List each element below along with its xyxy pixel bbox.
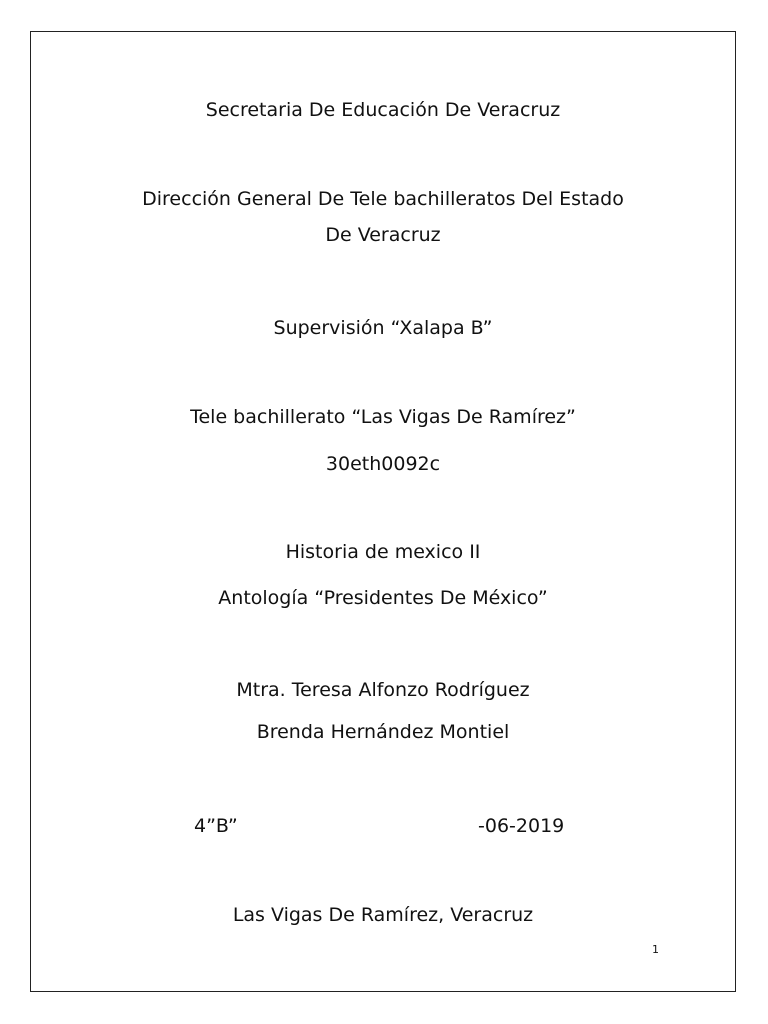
- teacher-name: Mtra. Teresa Alfonzo Rodríguez: [236, 679, 530, 701]
- direction-line-2: De Veracruz: [325, 224, 441, 246]
- supervision-text: Supervisión “Xalapa B”: [273, 317, 493, 339]
- anthology-title: Antología “Presidentes De México”: [218, 587, 548, 609]
- page-border: [30, 31, 736, 992]
- date-text: -06-2019: [478, 815, 565, 837]
- location-text: Las Vigas De Ramírez, Veracruz: [232, 904, 534, 926]
- school-code: 30eth0092c: [325, 453, 441, 475]
- page-number: 1: [652, 943, 659, 956]
- school-name: Tele bachillerato “Las Vigas De Ramírez”: [190, 406, 576, 428]
- group-label: 4”B”: [194, 815, 238, 837]
- subject-name: Historia de mexico II: [285, 541, 481, 563]
- direction-line-1: Dirección General De Tele bachilleratos Del Estado: [142, 188, 624, 210]
- institution-title: Secretaria De Educación De Veracruz: [205, 99, 561, 121]
- student-name: Brenda Hernández Montiel: [256, 721, 510, 743]
